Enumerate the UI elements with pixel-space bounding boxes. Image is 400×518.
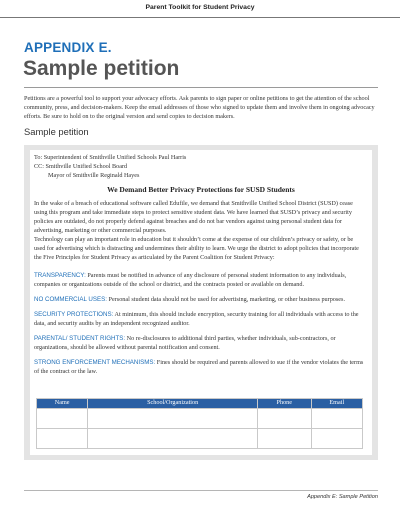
signature-table	[36, 398, 363, 449]
page-title: Sample petition	[23, 57, 180, 80]
petition-paragraph-1: In the wake of a breach of educational software called Edufile, we demand that Smithville Unified School District (SUSD) cease using this program and take immediate steps to protect sensitive student data. We have learned that SUSD’s privacy and security policies are outdated, do not properly defend against breaches and do not bar vendors against using personal student data for advertising, marketing or other commercial purposes.	[34, 200, 353, 234]
section-heading: Sample petition	[24, 126, 89, 137]
principle-security-protections	[34, 311, 366, 329]
appendix-label: APPENDIX E.	[24, 40, 112, 55]
page-footer: Appendix E: Sample Petition	[307, 494, 378, 500]
petition-heading: We Demand Better Privacy Protections for SUSD Students	[107, 185, 295, 194]
principle-label: STRONG ENFORCEMENT MECHANISMS:	[34, 359, 156, 366]
signature-table-header	[37, 399, 363, 409]
cc-line-mayor: Mayor of Smithville Reginald Hayes	[48, 171, 140, 179]
email-cell[interactable]	[311, 409, 362, 429]
principle-no-commercial-uses	[34, 296, 366, 305]
column-header-phone: Phone	[257, 399, 311, 409]
petition-addressees	[34, 154, 186, 181]
column-header-name: Name	[37, 399, 88, 409]
cc-line: CC: Smithville Unified School Board	[34, 162, 128, 170]
phone-cell[interactable]	[257, 409, 311, 429]
phone-cell[interactable]	[257, 429, 311, 449]
title-divider	[24, 87, 378, 88]
principle-label: TRANSPARENCY:	[34, 272, 86, 279]
column-header-school: School/Organization	[88, 399, 258, 409]
to-line: To: Superintendent of Smithville Unified Schools Paul Harris	[34, 154, 187, 161]
principle-label: SECURITY PROTECTIONS:	[34, 311, 114, 318]
principle-strong-enforcement	[34, 359, 366, 377]
principle-text: Parents must be notified in advance of any disclosure of personal student information to any individuals, companies or organizations outside of the school or district, and the contracts posted or available on demand.	[34, 272, 347, 288]
principle-text: At minimum, this should include encryption, security training for all individuals with access to the data, and security audits by an independent recognized auditor.	[34, 311, 359, 327]
principle-text: No re-disclosures to additional third parties, whether individuals, sub-contractors, or organizations, should be allowed without parental notification and consent.	[34, 335, 336, 351]
petition-paragraph-2: Technology can play an important role in education but it shouldn’t come at the expense of our children’s privacy or safety, or be used for advertising which is distracting and undermines their ability to learn. We urge the district to adopt policies that incorporate the Five Principles for Student Privacy as articulated by the Parent Coalition for Student Privacy:	[34, 236, 359, 261]
principle-transparency	[34, 272, 366, 290]
principle-text: Personal student data should not be used for advertising, marketing, or other business purposes.	[107, 296, 346, 303]
petition-sheet	[30, 150, 372, 455]
principle-parental-student-rights	[34, 335, 366, 353]
school-cell[interactable]	[88, 409, 258, 429]
principle-text: Fines should be required and parents allowed to sue if the vendor violates the terms of the contract or the law.	[34, 359, 364, 375]
principle-label: PARENTAL/ STUDENT RIGHTS:	[34, 335, 126, 342]
table-row	[37, 429, 363, 449]
running-head: Parent Toolkit for Student Privacy	[0, 0, 400, 18]
intro-paragraph: Petitions are a powerful tool to support your advocacy efforts. Ask parents to sign paper or online petitions to get the attention of the school community, press, and decision-makers. Keep the email addresses of those who signed to update them and involve them in ongoing advocacy efforts. Be sure to hold on to the original version and send copies to decision makers.	[24, 95, 375, 120]
table-row	[37, 409, 363, 429]
name-cell[interactable]	[37, 409, 88, 429]
footer-divider	[24, 490, 378, 491]
school-cell[interactable]	[88, 429, 258, 449]
principle-label: NO COMMERCIAL USES:	[34, 296, 107, 303]
name-cell[interactable]	[37, 429, 88, 449]
email-cell[interactable]	[311, 429, 362, 449]
column-header-email: Email	[311, 399, 362, 409]
